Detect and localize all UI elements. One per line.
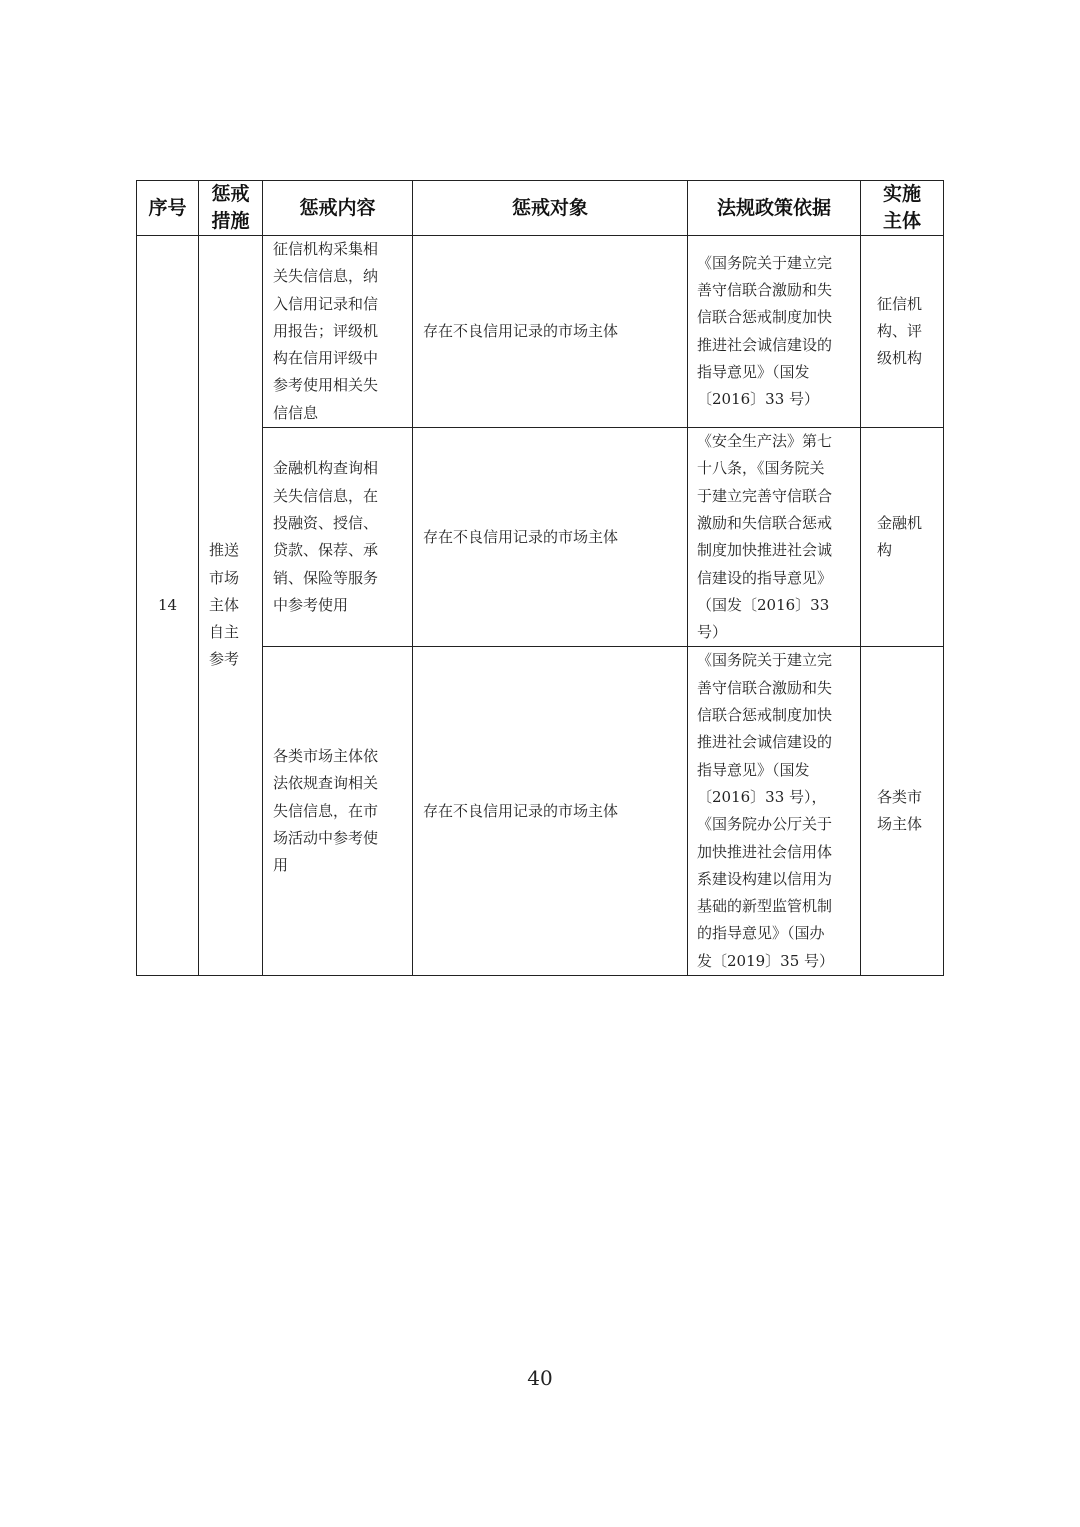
table-header-row xyxy=(137,181,944,236)
header-basis: 法规政策依据 xyxy=(688,181,861,236)
object-cell: 存在不良信用记录的市场主体 xyxy=(413,647,688,976)
basis-cell: 《国务院关于建立完 善守信联合激励和失 信联合惩戒制度加快 推进社会诚信建设的 指导意见》（国发 〔2016〕33 号） xyxy=(688,236,861,428)
page-number: 40 xyxy=(527,1366,553,1390)
content-cell: 各类市场主体依 法依规查询相关 失信信息，在市 场活动中参考使 用 xyxy=(263,647,413,976)
executor-cell: 各类市 场主体 xyxy=(861,647,944,976)
header-executor: 实施 主体 xyxy=(861,181,944,236)
table-row xyxy=(137,236,944,428)
header-object: 惩戒对象 xyxy=(413,181,688,236)
object-cell: 存在不良信用记录的市场主体 xyxy=(413,428,688,647)
content-cell: 征信机构采集相 关失信信息，纳 入信用记录和信 用报告；评级机 构在信用评级中 参考使用相关失 信信息 xyxy=(263,236,413,428)
header-measure: 惩戒 措施 xyxy=(199,181,263,236)
header-content: 惩戒内容 xyxy=(263,181,413,236)
measure-cell: 推送 市场 主体 自主 参考 xyxy=(199,236,263,976)
header-seq: 序号 xyxy=(137,181,199,236)
basis-cell: 《国务院关于建立完 善守信联合激励和失 信联合惩戒制度加快 推进社会诚信建设的 指导意见》（国发 〔2016〕33 号）， 《国务院办公厅关于 加快推进社会信用体 系建设构建以信用为 基础的新型监管机制 的指导意见》（国办 发〔2019〕35 号） xyxy=(688,647,861,976)
seq-cell: 14 xyxy=(137,236,199,976)
punishment-measures-table xyxy=(136,180,944,976)
executor-cell: 金融机 构 xyxy=(861,428,944,647)
object-cell: 存在不良信用记录的市场主体 xyxy=(413,236,688,428)
executor-cell: 征信机 构、评 级机构 xyxy=(861,236,944,428)
content-cell: 金融机构查询相 关失信信息，在 投融资、授信、 贷款、保荐、承 销、保险等服务 中参考使用 xyxy=(263,428,413,647)
basis-cell: 《安全生产法》第七 十八条，《国务院关 于建立完善守信联合 激励和失信联合惩戒 制度加快推进社会诚 信建设的指导意见》 （国发〔2016〕33 号） xyxy=(688,428,861,647)
